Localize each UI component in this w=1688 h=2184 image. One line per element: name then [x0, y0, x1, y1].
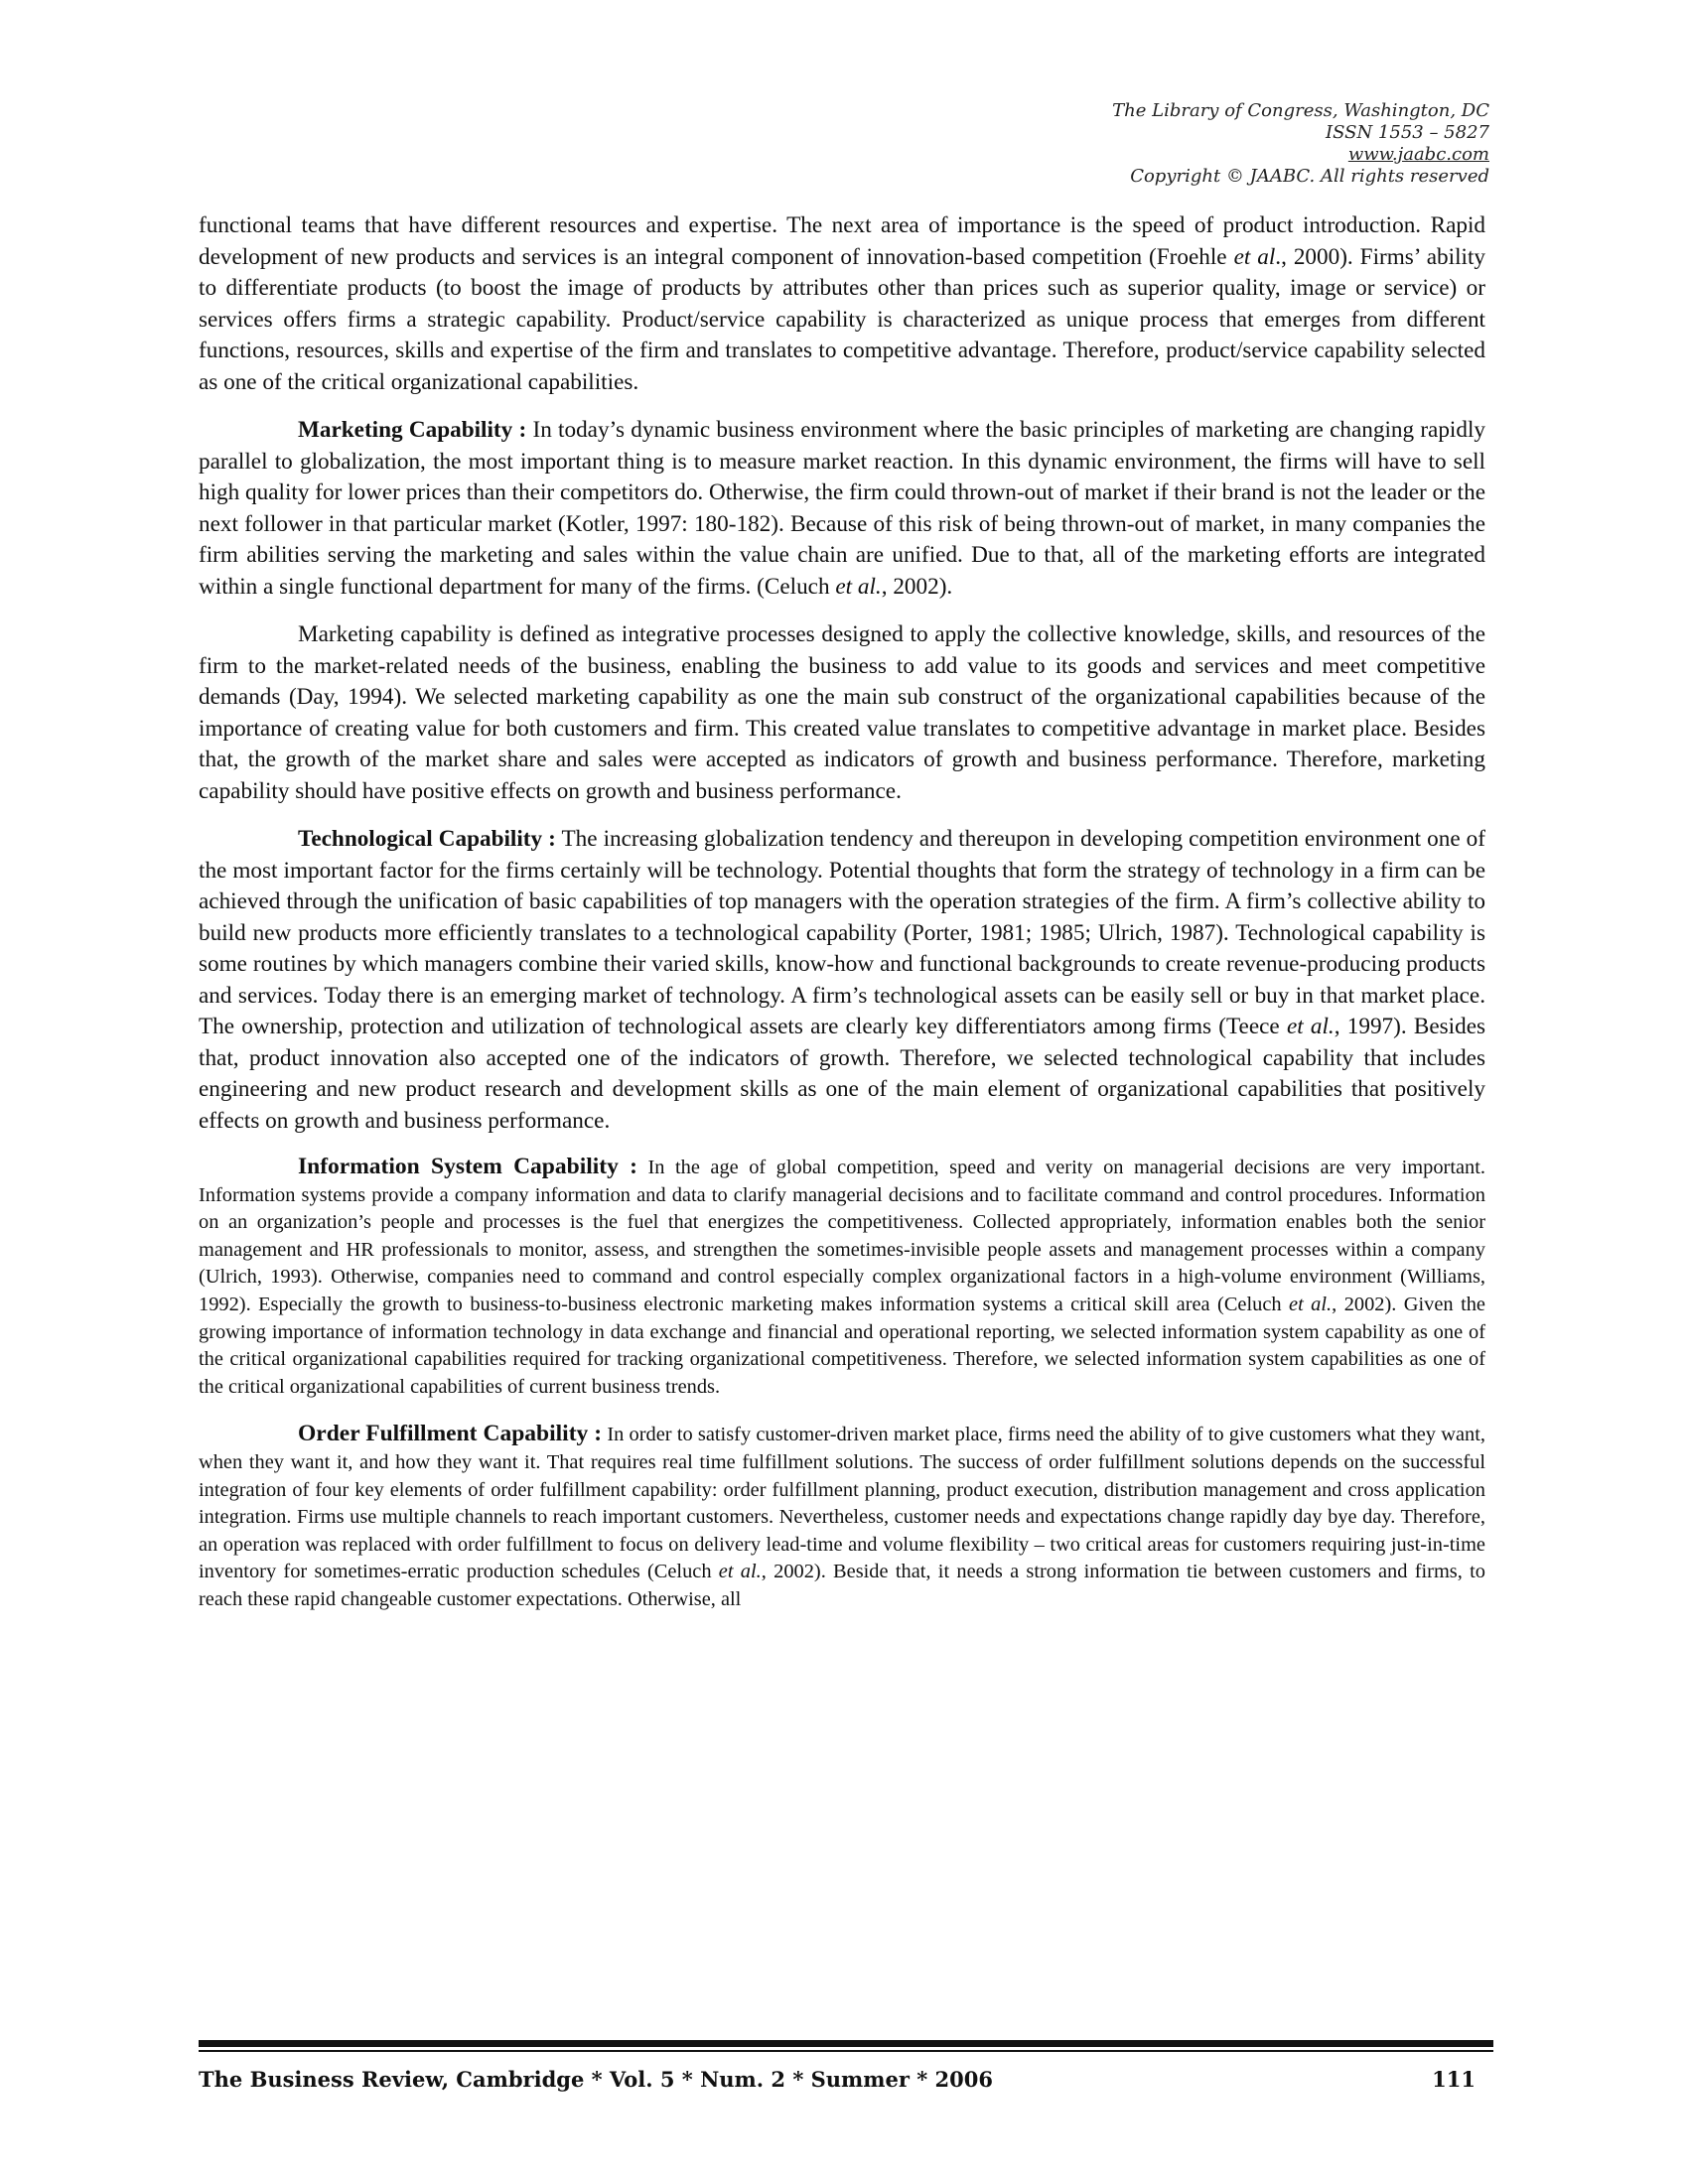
paragraph-marketing-definition: Marketing capability is defined as integrative processes designed to apply the collective knowledge, skills, and resources of the firm to the market-related needs of the business, enabling the business to add value to its goods and services and meet competitive demands (Day, 1994). We selected marketing capability as one the main sub construct of the organizational capabilities because of the importance of creating value for both customers and firm. This created value translates to competitive advantage in market place. Besides that, the growth of the market share and sales were accepted as indicators of growth and business performance. Therefore, marketing capability should have positive effects on growth and business performance.	[199, 621, 1485, 804]
page-number: 111	[1432, 2067, 1476, 2092]
paragraph-marketing-capability: Marketing Capability : In today’s dynamic business environment where the basic principles of marketing are changing rapidly parallel to globalization, the most important thing is to measure market reaction. In this dynamic environment, the firms will have to sell high quality for lower prices than their competitors do. Otherwise, the firm could thrown-out of market if their brand is not the leader or the next follower in that particular market (Kotler, 1997: 180-182). Because of this risk of being thrown-out of market, in many companies the firm abilities serving the marketing and sales within the value chain are unified. Due to that, all of the marketing efforts are integrated within a single functional department for many of the firms. (Celuch et al., 2002).	[199, 417, 1486, 600]
body-text	[199, 210, 1485, 1634]
heading-technological-capability: Technological Capability :	[298, 826, 556, 852]
footer-journal-citation: The Business Review, Cambridge * Vol. 5 * Num. 2 * Summer * 2006	[199, 2067, 993, 2092]
citation-et-al: et al.	[835, 573, 882, 600]
citation-et-al: et al.	[1286, 1014, 1335, 1039]
paragraph-product-service: functional teams that have different resources and expertise. The next area of importance is the speed of product introduction. Rapid development of new products and services is an integral component of innovation-based competition (Froehle et al., 2000). Firms’ ability to differentiate products (to boost the image of products by attributes other than prices such as superior quality, image or service) or services offers firms a strategic capability. Product/service capability is characterized as unique process that emerges from different functions, resources, skills and expertise of the firm and translates to competitive advantage. Therefore, product/service capability selected as one of the critical organizational capabilities.	[199, 212, 1486, 395]
header-issn: ISSN 1553 – 5827	[1326, 122, 1489, 143]
footer-rule-thin	[199, 2050, 1493, 2052]
header-library: The Library of Congress, Washington, DC	[1112, 100, 1489, 121]
citation-et-al: et al	[1233, 243, 1276, 270]
citation-et-al: et al.	[718, 1561, 762, 1583]
footer-rule-thick	[199, 2040, 1493, 2047]
page-header	[1112, 100, 1489, 188]
heading-marketing-capability: Marketing Capability :	[298, 417, 527, 443]
header-copyright: Copyright © JAABC. All rights reserved	[1130, 166, 1489, 187]
paragraph-technological-capability: Technological Capability : The increasing globalization tendency and thereupon in developing competition environment one of the most important factor for the firms certainly will be technology. Potential thoughts that form the strategy of technology in a firm can be achieved through the unification of basic capabilities of top managers with the operation strategies of the firm. A firm’s collective ability to build new products more efficiently translates to a technological capability (Porter, 1981; 1985; Ulrich, 1987). Technological capability is some routines by which managers combine their varied skills, know-how and functional backgrounds to create revenue-producing products and services. Today there is an emerging market of technology. A firm’s technological assets can be easily sell or buy in that market place. The ownership, protection and utilization of technological assets are clearly key differentiators among firms (Teece et al., 1997). Besides that, product innovation also accepted one of the indicators of growth. Therefore, we selected technological capability that includes engineering and new product research and development skills as one of the main element of organizational capabilities that positively effects on growth and business performance.	[199, 826, 1486, 1134]
heading-information-system-capability: Information System Capability :	[298, 1154, 637, 1179]
header-url-link[interactable]: www.jaabc.com	[1347, 144, 1489, 165]
paragraph-order-fulfillment-capability: Order Fulfillment Capability : In order to satisfy customer-driven market place, firms need the ability of to give customers what they want, when they want it, and how they want it. That requires real time fulfillment solutions. The success of order fulfillment solutions depends on the successful integration of four key elements of order fulfillment capability: order fulfillment planning, product execution, distribution management and cross application integration. Firms use multiple channels to reach important customers. Nevertheless, customer needs and expectations change rapidly day bye day. Therefore, an operation was replaced with order fulfillment to focus on delivery lead-time and volume flexibility – two critical areas for customers requiring just-in-time inventory for sometimes-erratic production schedules (Celuch et al., 2002). Beside that, it needs a strong information tie between customers and firms, to reach these rapid changeable customer expectations. Otherwise, all	[199, 1421, 1485, 1610]
heading-order-fulfillment-capability: Order Fulfillment Capability :	[298, 1421, 603, 1447]
paragraph-information-system-capability: Information System Capability : In the age of global competition, speed and verity on managerial decisions are very important. Information systems provide a company information and data to clarify managerial decisions and to facilitate command and control procedures. Information on an organization’s people and processes is the fuel that energizes the competitiveness. Collected appropriately, information enables both the senior management and HR professionals to monitor, assess, and strengthen the sometimes-invisible people assets and management processes within a company (Ulrich, 1993). Otherwise, companies need to command and control especially complex organizational factors in a high-volume environment (Williams, 1992). Especially the growth to business-to-business electronic marketing makes information systems a critical skill area (Celuch et al., 2002). Given the growing importance of information technology in data exchange and financial and operational reporting, we selected information system capability as one of the critical organizational capabilities required for tracking organizational competitiveness. Therefore, we selected information system capabilities as one of the critical organizational capabilities of current business trends.	[199, 1154, 1485, 1398]
citation-et-al: et al.	[1289, 1293, 1333, 1315]
page-footer	[199, 2067, 1476, 2093]
